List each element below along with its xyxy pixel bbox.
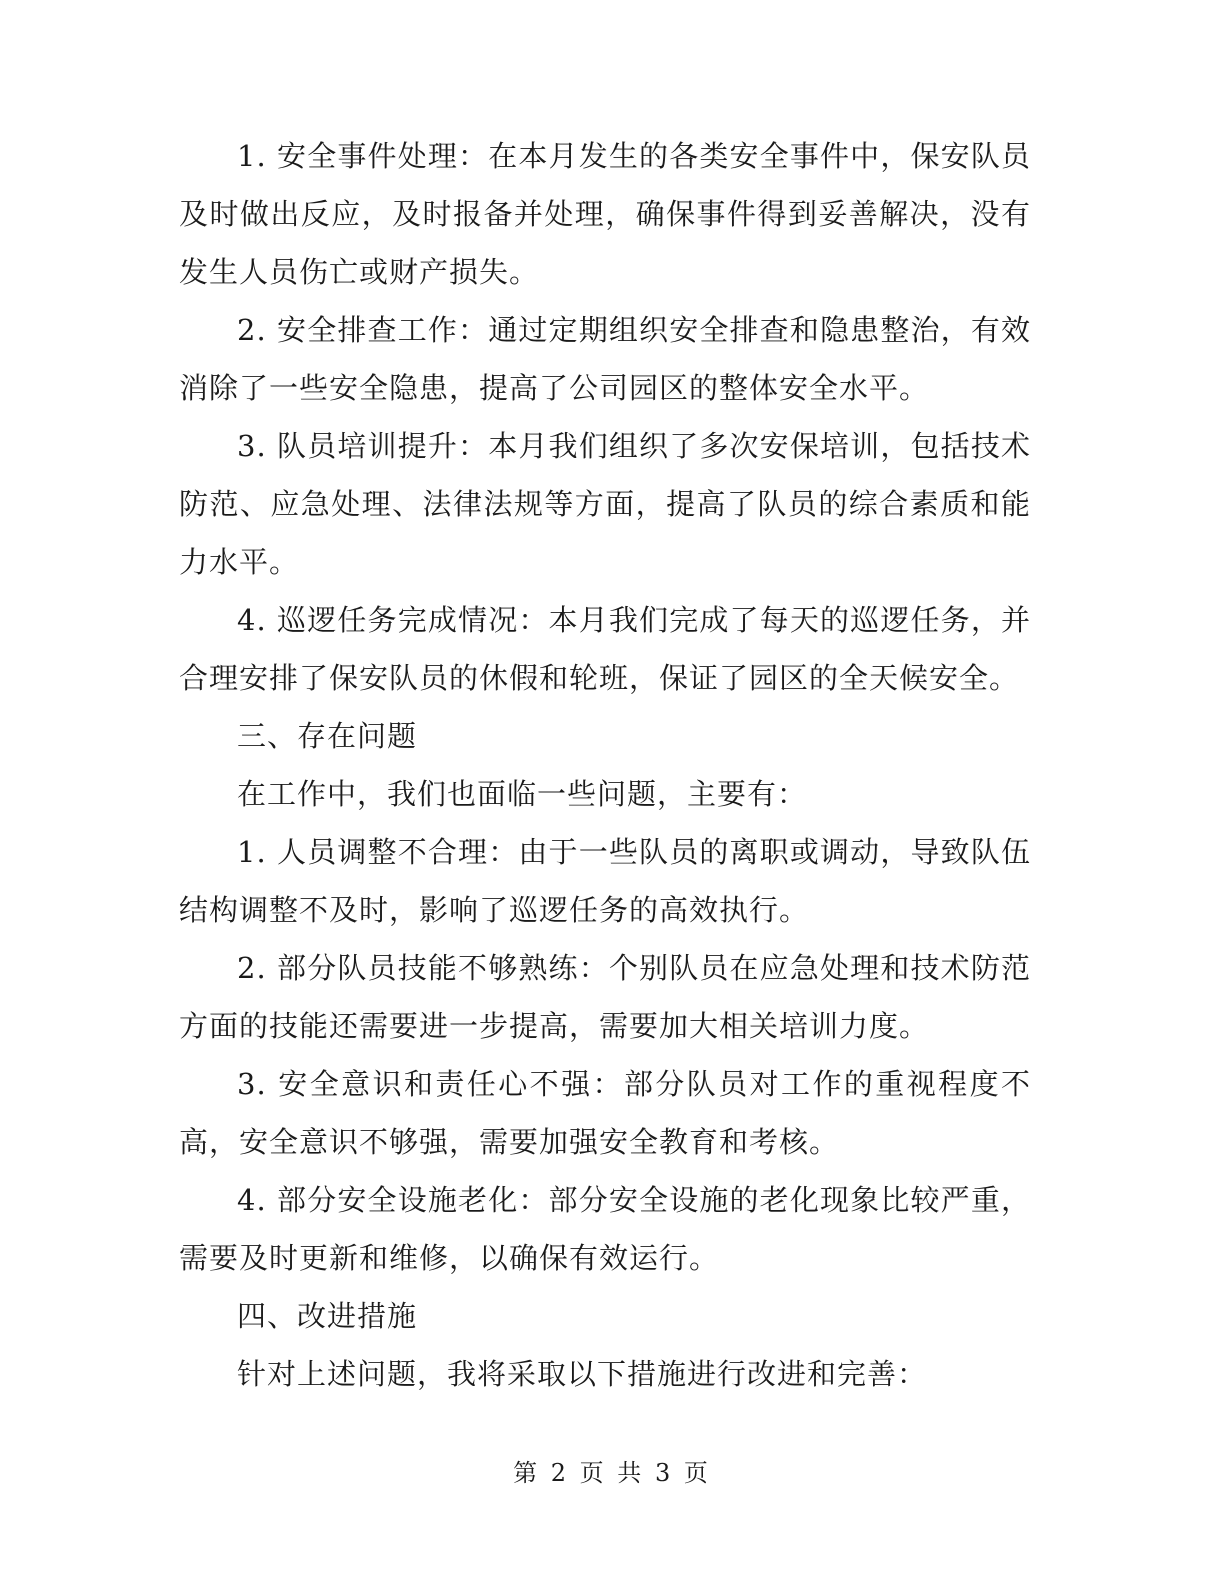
paragraph-problems-intro: 在工作中，我们也面临一些问题，主要有： (237, 777, 808, 811)
page-number-label: 第 2 页 共 3 页 (513, 1459, 711, 1487)
paragraph-problem-1: 1. 人员调整不合理：由于一些队员的离职或调动，导致队伍结构调整不及时，影响了巡逻任务的高效执行。 (179, 835, 1031, 927)
paragraph-achievement-3: 3. 队员培训提升：本月我们组织了多次安保培训，包括技术防范、应急处理、法律法规等方面，提高了队员的综合素质和能力水平。 (179, 429, 1031, 579)
section-heading-improvements: 四、改进措施 (237, 1299, 418, 1333)
section-heading-problems: 三、存在问题 (237, 719, 418, 753)
paragraph-problem-4: 4. 部分安全设施老化：部分安全设施的老化现象比较严重，需要及时更新和维修，以确保有效运行。 (179, 1183, 1031, 1275)
paragraph-achievement-2: 2. 安全排查工作：通过定期组织安全排查和隐患整治，有效消除了一些安全隐患，提高了公司园区的整体安全水平。 (179, 313, 1031, 405)
paragraph-improvements-intro: 针对上述问题，我将采取以下措施进行改进和完善： (237, 1357, 928, 1391)
paragraph-achievement-4: 4. 巡逻任务完成情况：本月我们完成了每天的巡逻任务，并合理安排了保安队员的休假和轮班，保证了园区的全天候安全。 (179, 603, 1031, 695)
paragraph-problem-2: 2. 部分队员技能不够熟练：个别队员在应急处理和技术防范方面的技能还需要进一步提高，需要加大相关培训力度。 (179, 951, 1031, 1043)
paragraph-achievement-1: 1. 安全事件处理：在本月发生的各类安全事件中，保安队员及时做出反应，及时报备并处理，确保事件得到妥善解决，没有发生人员伤亡或财产损失。 (179, 139, 1031, 289)
paragraph-problem-3: 3. 安全意识和责任心不强：部分队员对工作的重视程度不高，安全意识不够强，需要加强安全教育和考核。 (179, 1067, 1031, 1159)
document-body (179, 127, 1031, 1403)
page-footer (0, 1458, 1224, 1488)
